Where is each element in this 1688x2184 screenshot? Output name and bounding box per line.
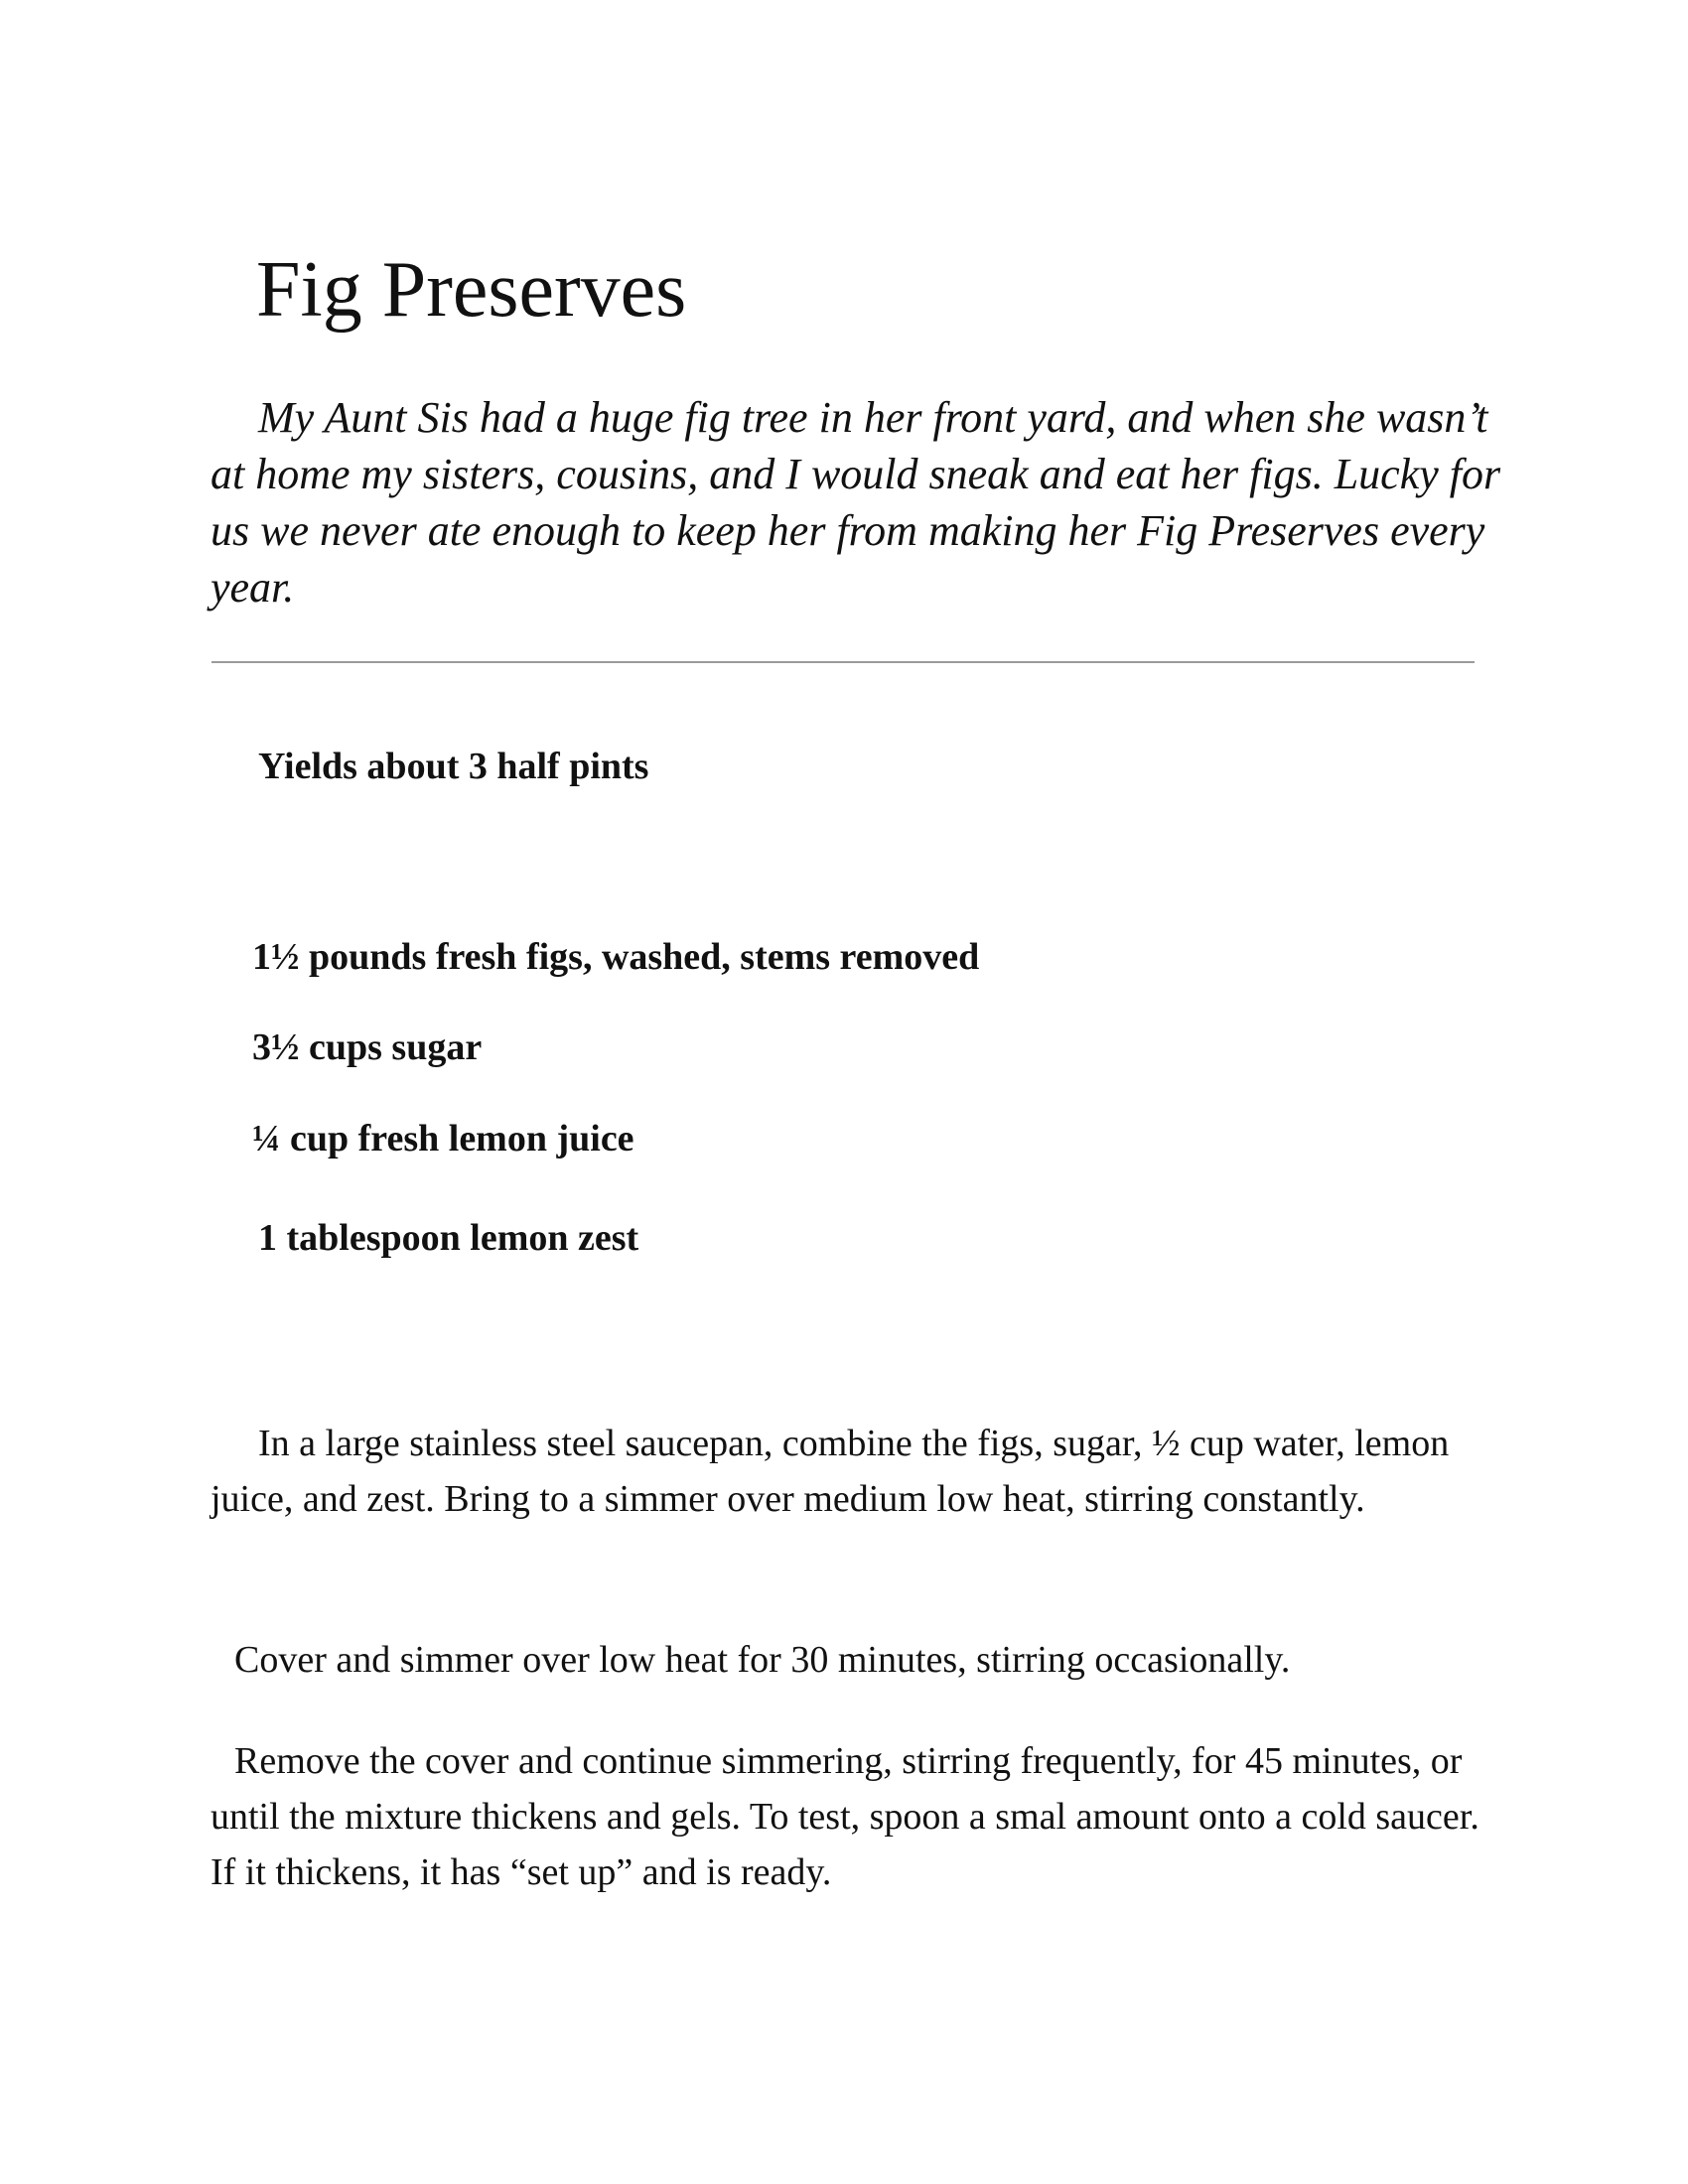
intro-paragraph: My Aunt Sis had a huge fig tree in her front yard, and when she wasn’t at home my sisters, cousins, and I would sneak and eat her figs. Lucky for us we never ate enough to keep her from making her Fig Preserves every year. xyxy=(211,393,1501,612)
ingredient-item: ¼ cup fresh lemon juice xyxy=(252,1118,634,1160)
yield-text: Yields about 3 half pints xyxy=(258,746,649,787)
ingredient-item: 1½ pounds fresh figs, washed, stems removed xyxy=(252,936,980,978)
page-title: Fig Preserves xyxy=(256,246,687,334)
instruction-step: Cover and simmer over low heat for 30 minutes, stirring occasionally. xyxy=(234,1639,1291,1681)
instruction-step: In a large stainless steel saucepan, combine the figs, sugar, ½ cup water, lemon juice, and zest. Bring to a simmer over medium low heat, stirring constantly. xyxy=(211,1423,1450,1520)
ingredient-item: 1 tablespoon lemon zest xyxy=(258,1217,639,1259)
instruction-step: Remove the cover and continue simmering, stirring frequently, for 45 minutes, or until the mixture thickens and gels. To test, spoon a smal amount onto a cold saucer. If it thickens, it has “set up” and is ready. xyxy=(211,1740,1479,1893)
section-divider xyxy=(211,661,1475,663)
ingredient-item: 3½ cups sugar xyxy=(252,1026,483,1068)
